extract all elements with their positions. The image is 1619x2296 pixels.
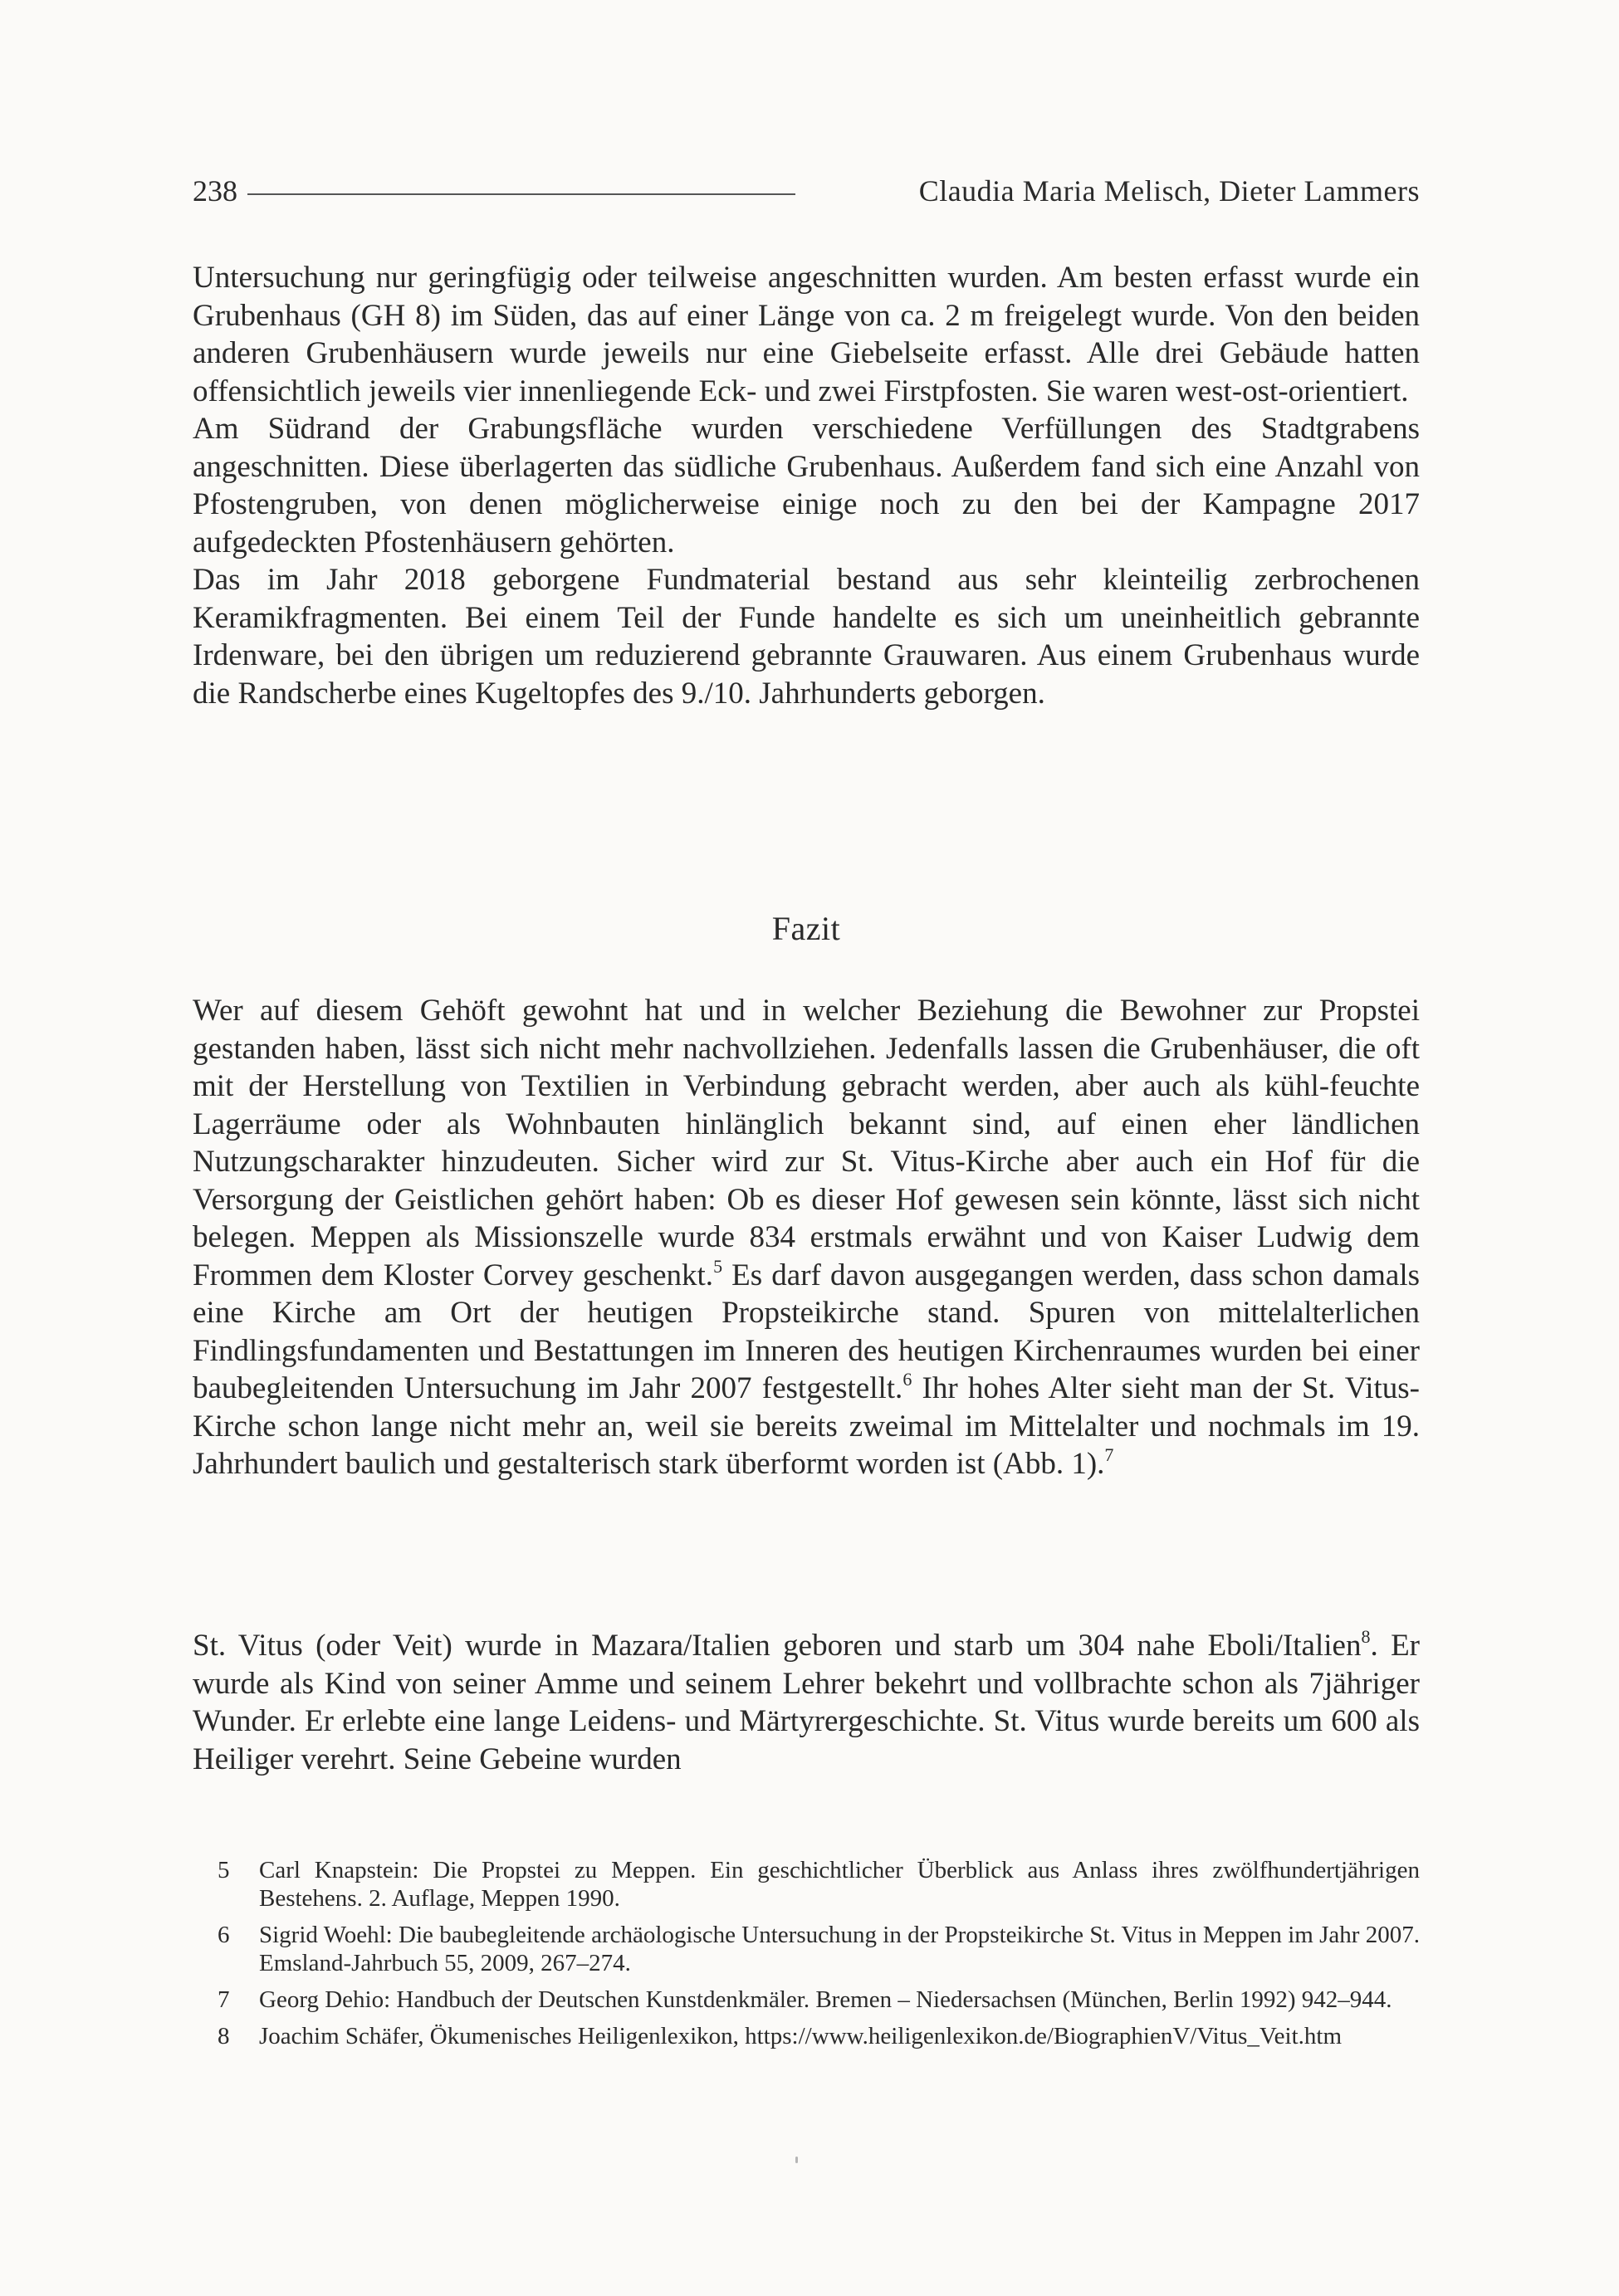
footnote-8: [218, 2022, 1420, 2050]
footnote-text: Joachim Schäfer, Ökumenisches Heiligenlexikon, https://www.heiligenlexikon.de/BiographienV/Vitus_Veit.htm: [259, 2023, 1343, 2049]
footnote-ref-5[interactable]: 5: [713, 1255, 723, 1277]
footnote-ref-7[interactable]: 7: [1104, 1444, 1114, 1465]
footnote-text: Georg Dehio: Handbuch der Deutschen Kunstdenkmäler. Bremen – Niedersachsen (München, Berlin 1992) 942–944.: [259, 1986, 1392, 2013]
footnote-text: Sigrid Woehl: Die baubegleitende archäologische Untersuchung in der Propsteikirche St. Vitus in Meppen im Jahr 2007. Emsland-Jahrbuch 55, 2009, 267–274.: [259, 1922, 1420, 1976]
fazit-paragraph-1: [193, 992, 1420, 1483]
footnote-ref-8[interactable]: 8: [1361, 1626, 1371, 1647]
paragraph: Untersuchung nur geringfügig oder teilweise angeschnitten wurden. Am besten erfasst wurde ein Grubenhaus (GH 8) im Süden, das auf einer Länge von ca. 2 m freigelegt wurde. Von den beiden anderen Grubenhäusern wurde jeweils nur eine Giebelseite erfasst. Alle drei Gebäude hatten offensichtlich jeweils vier innenliegende Eck- und zwei Firstpfosten. Sie waren west-ost-orientiert.: [193, 261, 1420, 408]
running-head-authors: Claudia Maria Melisch, Dieter Lammers: [918, 174, 1420, 208]
footnote-number: 8: [218, 2023, 230, 2049]
text-run: St. Vitus (oder Veit) wurde in Mazara/Italien geboren und starb um 304 nahe Eboli/Italien: [193, 1629, 1362, 1663]
footnote-ref-6[interactable]: 6: [902, 1369, 912, 1390]
paragraph: Am Südrand der Grabungsfläche wurden verschiedene Verfüllungen des Stadtgrabens angeschnitten. Diese überlagerten das südliche Grubenhaus. Außerdem fand sich eine Anzahl von Pfostengruben, von denen möglicherweise einige noch zu den bei der Kampagne 2017 aufgedeckten Pfostenhäusern gehörten.: [193, 412, 1420, 559]
paragraph: [193, 1627, 1420, 1778]
paragraph: [193, 992, 1420, 1483]
section-heading-fazit: Fazit: [771, 910, 841, 947]
header-rule: [247, 193, 795, 195]
footnote-number: 5: [218, 1857, 230, 1883]
text-run: Ihr hohes Alter sieht man der St. Vitus-Kirche schon lange nicht mehr an, weil sie bereits zweimal im Mittelalter und nochmals im 19. Jahrhundert baulich und gestalterisch stark überformt worden ist (Abb. 1).: [193, 1371, 1420, 1481]
footnote-6: [218, 1921, 1420, 1977]
footnote-number: 6: [218, 1922, 230, 1948]
footnote-text: Carl Knapstein: Die Propstei zu Meppen. Ein geschichtlicher Überblick aus Anlass ihres zwölfhundertjährigen Bestehens. 2. Auflage, Meppen 1990.: [259, 1857, 1420, 1912]
page-header: [193, 166, 1420, 216]
page-number: 238: [193, 174, 237, 208]
footnotes: [218, 1856, 1420, 2059]
text-run: Es darf davon ausgegangen werden, dass schon damals eine Kirche am Ort der heutigen Propsteikirche stand. Spuren von mittelalterlichen Findlingsfundamenten und Bestattungen im Inneren des heutigen Kirchenraumes wurden bei einer baubegleitenden Untersuchung im Jahr 2007 festgestellt.: [193, 1258, 1420, 1405]
text-run: Wer auf diesem Gehöft gewohnt hat und in welcher Beziehung die Bewohner zur Propstei gestanden haben, lässt sich nicht mehr nachvollziehen. Jedenfalls lassen die Grubenhäuser, die oft mit der Herstellung von Textilien in Verbindung gebracht werden, aber auch als kühl-feuchte Lagerräume oder als Wohnbauten hinlänglich bekannt sind, auf einen eher ländlichen Nutzungscharakter hinzudeuten. Sicher wird zur St. Vitus-Kirche aber auch ein Hof für die Versorgung der Geistlichen gehört haben: Ob es dieser Hof gewesen sein könnte, lässt sich nicht belegen. Meppen als Missionszelle wurde 834 erstmals erwähnt und von Kaiser Ludwig dem Frommen dem Kloster Corvey geschenkt.: [193, 994, 1420, 1292]
footnote-5: [218, 1856, 1420, 1913]
paragraph: Das im Jahr 2018 geborgene Fundmaterial bestand aus sehr kleinteilig zerbrochenen Keramikfragmenten. Bei einem Teil der Funde handelte es sich um uneinheitlich gebrannte Irdenware, bei den übrigen um reduzierend gebrannte Grauwaren. Aus einem Grubenhaus wurde die Randscherbe eines Kugeltopfes des 9./10. Jahrhunderts geborgen.: [193, 563, 1420, 711]
text-run: . Er wurde als Kind von seiner Amme und seinem Lehrer bekehrt und vollbrachte schon als 7jähriger Wunder. Er erlebte eine lange Leidens- und Märtyrergeschichte. St. Vitus wurde bereits um 600 als Heiliger verehrt. Seine Gebeine wurden: [193, 1629, 1420, 1776]
fazit-paragraph-2: [193, 1627, 1420, 1778]
footnote-7: [218, 1986, 1420, 2014]
intro-text-block: [193, 259, 1420, 712]
footnote-number: 7: [218, 1986, 230, 2013]
scan-speck: [795, 2157, 798, 2163]
